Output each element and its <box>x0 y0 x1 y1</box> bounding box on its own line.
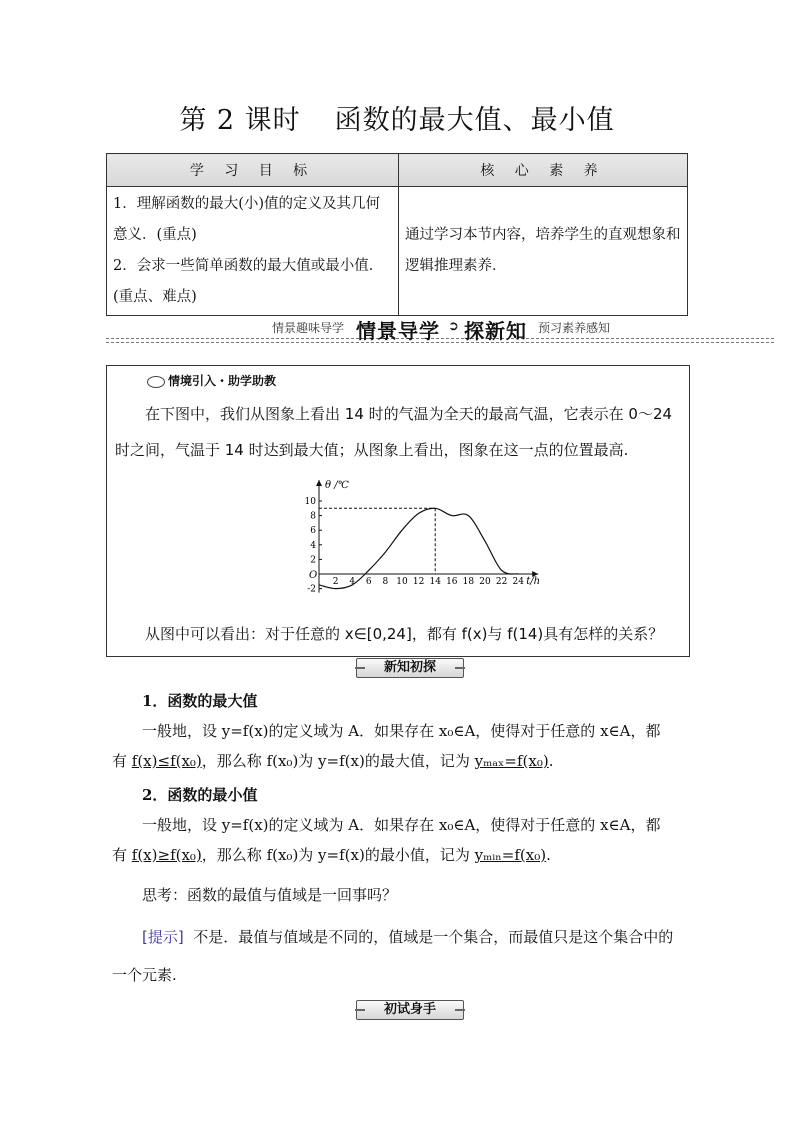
intro-tag <box>147 372 276 389</box>
min-line1: 一般地，设 y=f(x)的定义域为 A．如果存在 x₀∈A，使得对于任意的 x∈A，都 <box>142 816 661 834</box>
competency-cell: 通过学习本节内容，培养学生的直观想象和逻辑推理素养． <box>399 187 688 316</box>
x-tick-label: 20 <box>479 577 491 587</box>
x-tick-label: 10 <box>396 577 408 587</box>
hint-text: 不是．最值与值域是不同的，值域是一个集合，而最值只是这个集合中的一个元素. <box>112 928 674 984</box>
lesson-topic: 函数的最大值、最小值 <box>334 105 615 136</box>
x-tick-label: 2 <box>332 577 339 587</box>
section-new-knowledge: 新知初探 <box>356 658 464 678</box>
section-try: 初试身手 <box>356 1000 464 1020</box>
x-axis-label: t/h <box>526 576 541 587</box>
x-tick-label: 18 <box>462 577 475 587</box>
objectives-table <box>106 153 688 316</box>
origin-label: O <box>309 570 318 581</box>
header-competency: 核 心 素 养 <box>399 154 688 187</box>
banner-title-b: 探新知 <box>464 319 527 343</box>
banner-title-a: 情景导学 <box>356 319 440 343</box>
min-line2: 有 f(x)≥f(x₀)，那么称 f(x₀)为 y=f(x)的最小值，记为 yₘᵢₙ=f(x₀). <box>112 846 551 864</box>
lesson-number: 第 2 课时 <box>179 105 301 136</box>
min-notation: yₘᵢₙ=f(x₀) <box>474 846 547 864</box>
min-condition: f(x)≥f(x₀) <box>131 846 202 864</box>
y-tick-label: 4 <box>310 540 316 551</box>
y-tick-label: 2 <box>310 555 316 566</box>
min-heading: 2．函数的最小值 <box>142 786 258 804</box>
y-tick-label: 8 <box>310 511 316 522</box>
think-question: 思考：函数的最值与值域是一回事吗？ <box>142 886 398 904</box>
x-tick-label: 12 <box>412 577 425 587</box>
max-notation: yₘₐₓ=f(x₀) <box>474 752 549 770</box>
goal-2: 2．会求一些简单函数的最大值或最小值．(重点、难点) <box>113 258 384 305</box>
page-title <box>0 98 794 137</box>
intro-question: 从图中可以看出：对于任意的 x∈[0,24]，都有 f(x)与 f(14)具有怎样的关系？ <box>145 625 664 643</box>
x-tick-label: 22 <box>495 577 508 587</box>
intro-tag-text: 情境引入・助学助教 <box>168 374 277 388</box>
max-line1: 一般地，设 y=f(x)的定义域为 A．如果存在 x₀∈A，使得对于任意的 x∈A，都 <box>142 722 661 740</box>
x-tick-label: 8 <box>382 577 389 587</box>
x-tick-label: 4 <box>349 577 356 587</box>
x-tick-label: 14 <box>429 577 441 587</box>
max-heading: 1．函数的最大值 <box>142 692 258 710</box>
y-axis-label: θ /℃ <box>325 480 349 491</box>
hint-paragraph <box>112 918 684 994</box>
y-axis-arrow <box>316 480 322 486</box>
x-tick-label: 24 <box>512 577 524 587</box>
x-tick-label: 6 <box>365 577 372 587</box>
ufo-icon <box>147 376 165 388</box>
arrow-icon: ➲ <box>448 319 459 334</box>
max-line2: 有 f(x)≤f(x₀)，那么称 f(x₀)为 y=f(x)的最大值，记为 yₘₐₓ=f(x₀). <box>112 752 554 770</box>
banner-right-label: 预习素养感知 <box>538 321 611 335</box>
y-tick-label: -2 <box>307 584 316 595</box>
intro-paragraph: 在下图中，我们从图象上看出 14 时的气温为全天的最高气温，它表示在 0～24 时之间，气温于 14 时达到最大值；从图象上看出，图象在这一点的位置最高. <box>115 405 673 459</box>
section-banner <box>106 318 774 344</box>
max-condition: f(x)≤f(x₀) <box>131 752 202 770</box>
goals-cell <box>107 187 399 316</box>
y-tick-label: 6 <box>310 526 316 537</box>
intro-box <box>106 365 690 657</box>
y-tick-label: 10 <box>304 497 316 507</box>
temperature-chart <box>297 476 547 601</box>
chart-axes <box>316 480 541 593</box>
goal-1: 1．理解函数的最大(小)值的定义及其几何意义．(重点) <box>113 196 381 243</box>
x-tick-label: 16 <box>446 577 458 587</box>
definitions <box>112 686 684 994</box>
banner-left-label: 情景趣味导学 <box>272 321 345 335</box>
hint-tag: [提示] <box>142 928 184 946</box>
header-goals: 学 习 目 标 <box>107 154 399 187</box>
